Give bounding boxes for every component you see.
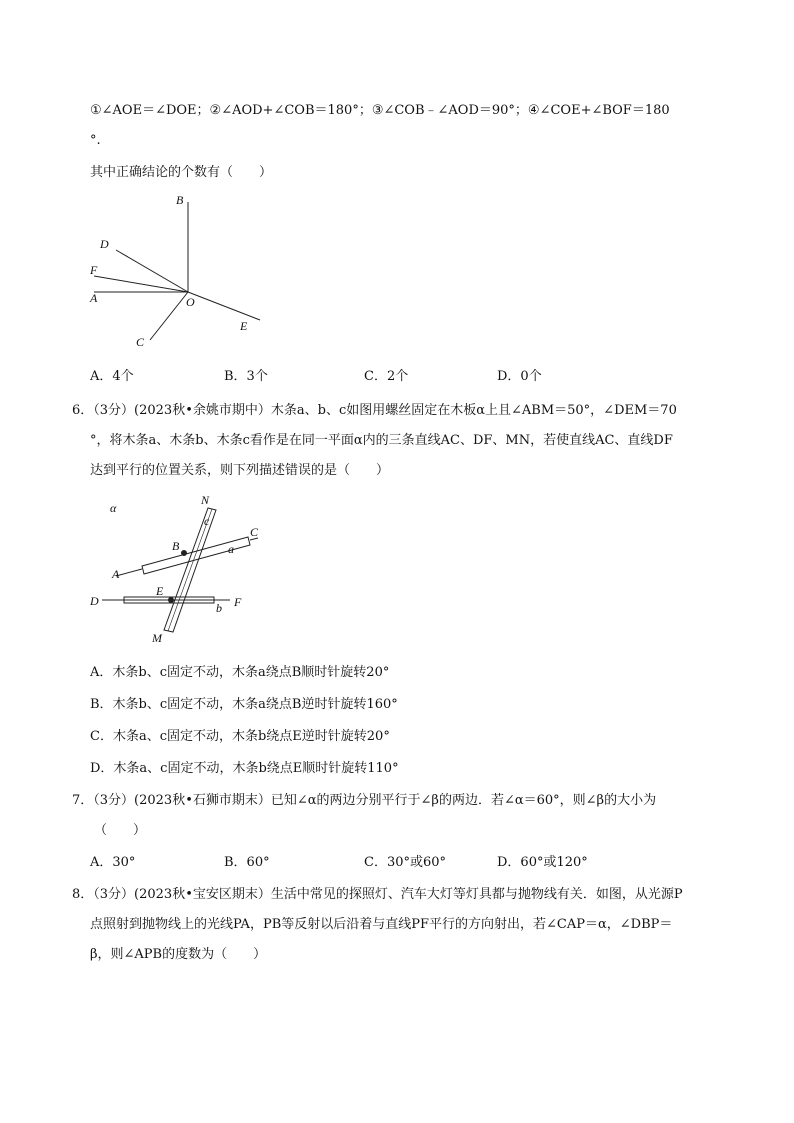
line-A-extension [116,569,142,576]
label-c: c [204,514,210,528]
label-O: O [186,295,195,309]
ray-OC [150,292,188,340]
label-C: C [136,335,145,349]
q7-line1: 7．（3分）(2023秋•石狮市期末）已知∠α的两边分别平行于∠β的两边．若∠α＝60°，则∠β的大小为 [72,793,657,808]
q7-option-a: A．30° [90,855,136,870]
ray-OE [188,292,260,320]
label-alpha: α [110,501,117,515]
q5-option-a: A．4个 [90,369,134,384]
label-F: F [90,263,98,277]
q6-line1: 6．（3分）(2023秋•余姚市期中）木条a、b、c如图用螺丝固定在木板α上且∠ABM＝50°，∠DEM＝70 [72,403,677,418]
q5-conditions-line1: ①∠AOE＝∠DOE；②∠AOD+∠COB＝180°；③∠COB﹣∠AOD＝90°；④∠COE+∠BOF＝180 [90,103,670,118]
label-C: C [250,525,259,539]
q5-option-d: D．0个 [497,369,542,384]
screw-E [169,598,174,603]
q7-option-d: D．60°或120° [497,855,588,870]
q6-option-b: B．木条b、c固定不动，木条a绕点B逆时针旋转160° [90,697,398,712]
q7-option-c: C．30°或60° [364,855,447,870]
q6-option-a: A．木条b、c固定不动，木条a绕点B顺时针旋转20° [90,665,390,680]
q5-option-b: B．3个 [224,369,268,384]
label-E: E [156,584,164,598]
label-D: D [90,594,99,608]
label-B: B [172,539,180,553]
q5-question: 其中正确结论的个数有（ ） [90,165,273,180]
q7-line2: （ ） [94,823,147,838]
q6-line2: °，将木条a、木条b、木条c看作是在同一平面α内的三条直线AC、DF、MN，若使直线AC、直线DF [90,433,673,448]
label-b: b [216,601,222,615]
q7-option-b: B．60° [224,855,270,870]
label-N: N [201,493,210,507]
label-a: a [228,542,234,556]
label-B: B [176,193,184,207]
label-E: E [240,319,248,333]
label-M: M [152,631,162,645]
q8-line1: 8．（3分）(2023秋•宝安区期末）生活中常见的探照灯、汽车大灯等灯具都与抛物线有关．如图，从光源P [72,887,683,902]
label-F: F [234,595,242,609]
q5-option-c: C．2个 [364,369,409,384]
q6-option-d: D．木条a、c固定不动，木条b绕点E顺时针旋转110° [90,761,399,776]
q8-line2: 点照射到抛物线上的光线PA，PB等反射以后沿着与直线PF平行的方向射出，若∠CAP＝α，∠DBP＝ [90,917,673,932]
label-A: A [90,291,98,305]
q5-conditions-line2: °. [90,133,101,148]
q8-line3: β，则∠APB的度数为（ ） [90,947,267,962]
q6-figure [80,490,280,650]
label-D: D [100,237,109,251]
q6-option-c: C．木条a、c固定不动，木条b绕点E逆时针旋转20° [90,729,390,744]
screw-B [182,551,187,556]
q5-figure [80,188,280,358]
label-A: A [112,567,120,581]
q6-line3: 达到平行的位置关系，则下列描述错误的是（ ） [90,463,390,478]
